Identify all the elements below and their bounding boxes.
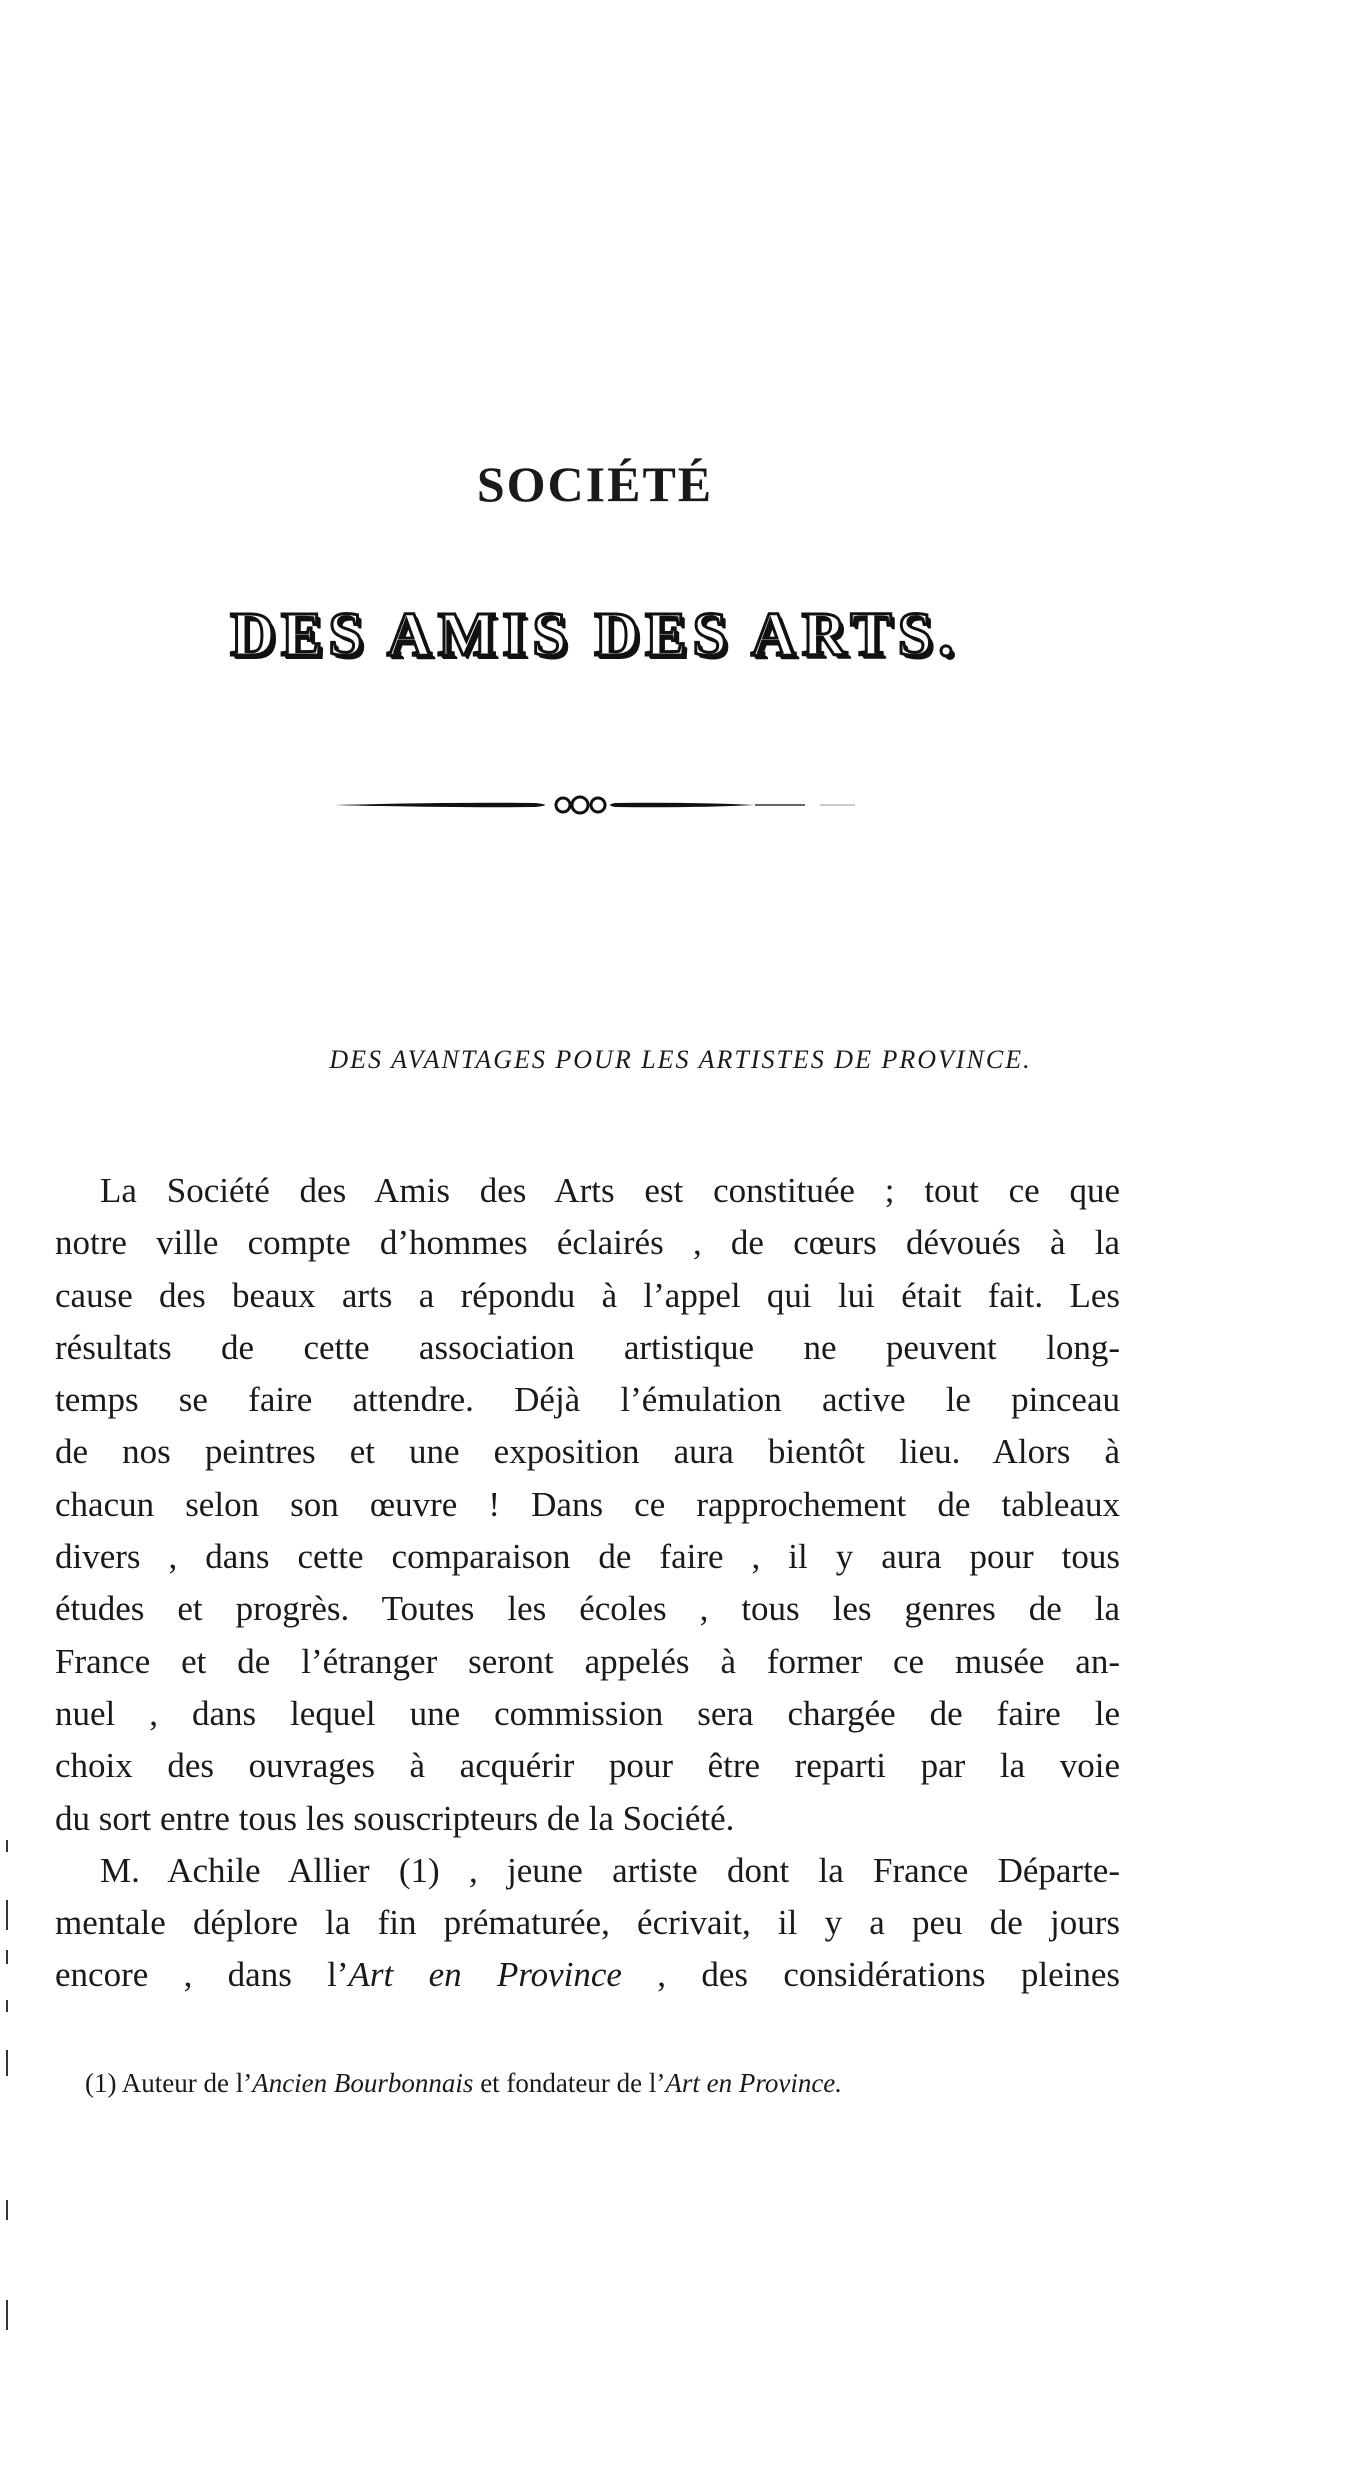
page-subtitle-heading: DES AMIS DES ARTS. (230, 601, 960, 669)
body-paragraphs (55, 1165, 1120, 2002)
body-line: La Société des Amis des Arts est constituée ; tout ce que (100, 1171, 1120, 1210)
body-line: études et progrès. Toutes les écoles , tous les genres de la (55, 1589, 1120, 1629)
body-line-last (55, 1949, 1120, 2001)
body-line: notre ville compte d’hommes éclairés , de cœurs dévoués à la (55, 1223, 1120, 1263)
body-line-last-pre: encore , dans l’ (55, 1955, 349, 1995)
footnote-italic-2: Art en Province. (665, 2068, 843, 2098)
body-line: mentale déplore la fin prématurée, écrivait, il y a peu de jours (55, 1903, 1120, 1943)
body-line: France et de l’étranger seront appelés à former ce musée an- (55, 1641, 1120, 1681)
body-line: nuel , dans lequel une commission sera chargée de faire le (55, 1693, 1120, 1733)
ornament-divider (335, 790, 855, 820)
body-line: temps se faire attendre. Déjà l’émulation active le pinceau (55, 1380, 1120, 1420)
footnote-marker: (1) Auteur de l’ (85, 2068, 253, 2098)
body-line-last-italic: Art en Province (348, 1955, 622, 1995)
body-line: divers , dans cette comparaison de faire , il y aura pour tous (55, 1537, 1120, 1577)
page-title: SOCIÉTÉ (476, 456, 714, 512)
body-line: du sort entre tous les souscripteurs de la Société. (55, 1798, 735, 1838)
body-line: cause des beaux arts a répondu à l’appel qui lui était fait. Les (55, 1275, 1120, 1315)
body-line: choix des ouvrages à acquérir pour être reparti par la voie (55, 1746, 1120, 1786)
footnote (85, 2068, 842, 2099)
body-line: chacun selon son œuvre ! Dans ce rapprochement de tableaux (55, 1484, 1120, 1524)
body-line: résultats de cette association artistique ne peuvent long- (55, 1327, 1120, 1367)
body-line-last-post: , des considérations pleines (621, 1955, 1121, 1995)
section-heading: DES AVANTAGES POUR LES ARTISTES DE PROVINCE. (329, 1045, 1032, 1074)
body-line: de nos peintres et une exposition aura bientôt lieu. Alors à (55, 1432, 1120, 1472)
margin-scan-marks (6, 1840, 12, 2340)
footnote-italic-1: Ancien Bourbonnais (252, 2068, 474, 2098)
body-line: M. Achile Allier (1) , jeune artiste dont la France Départe- (100, 1850, 1120, 1890)
footnote-mid: et fondateur de l’ (473, 2068, 666, 2098)
